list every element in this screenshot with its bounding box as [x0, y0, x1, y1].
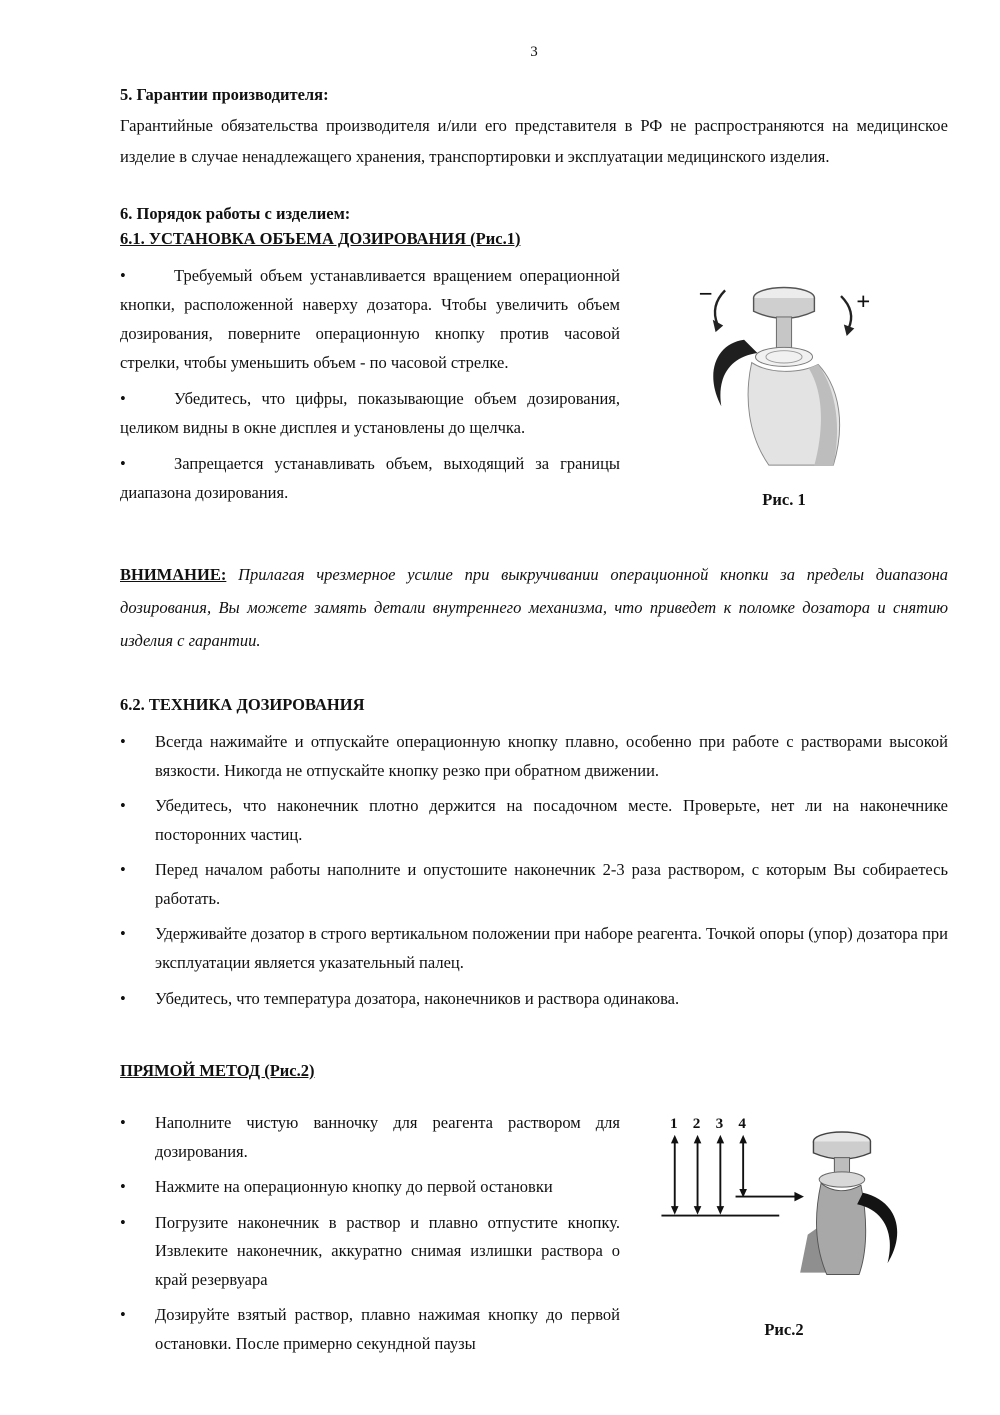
bullet-icon: •: [120, 1212, 126, 1232]
list-item: [120, 384, 620, 442]
list-item: [120, 1209, 620, 1295]
bullet-icon: •: [120, 924, 126, 944]
list-item: [120, 856, 948, 913]
bullet-icon: •: [120, 796, 126, 816]
direct-method-title: ПРЯМОЙ МЕТОД (Рис.2): [120, 1061, 315, 1081]
list-item-text: Требуемый объем устанавливается вращением операционной кнопки, расположенной наверху дозатора. Чтобы увеличить объем дозирования, поверните операционную кнопку против часовой стрелки, чтобы уменьшить объем - по часовой стрелке.: [120, 266, 620, 373]
plus-label: +: [856, 288, 871, 316]
list-item: [120, 1109, 620, 1166]
list-item-text: Всегда нажимайте и отпускайте операционную кнопку плавно, особенно при работе с растворами высокой вязкости. Никогда не отпускайте кнопку резко при обратном движении.: [155, 732, 948, 780]
list-item: [120, 985, 948, 1014]
list-item-text: Убедитесь, что температура дозатора, наконечников и раствора одинакова.: [155, 988, 680, 1008]
section61-title: 6.1. УСТАНОВКА ОБЪЕМА ДОЗИРОВАНИЯ (Рис.1): [120, 229, 521, 249]
list-item-text: Наполните чистую ванночку для реагента раствором для дозирования.: [155, 1113, 620, 1161]
list-item-text: Погрузите наконечник в раствор и плавно отпустите кнопку. Извлеките наконечник, аккуратно снимая излишки раствора о край резервуара: [155, 1212, 620, 1289]
minus-label: −: [698, 280, 713, 308]
list-item: [120, 449, 620, 507]
list-item-text: Удерживайте дозатор в строго вертикальном положении при наборе реагента. Точкой опоры (упор) дозатора при эксплуатации является указательный палец.: [155, 924, 948, 972]
attention-body: Прилагая чрезмерное усилие при выкручивании операционной кнопки за пределы диапазона дозирования, Вы можете замять детали внутреннего механизма, что приведет к поломке дозатора и снятию изделия с гарантии.: [120, 565, 949, 651]
list-item-text: Убедитесь, что цифры, показывающие объем дозирования, целиком видны в окне дисплея и установлены до щелчка.: [120, 389, 620, 438]
bullet-icon: •: [120, 988, 126, 1008]
list-item: [120, 728, 948, 785]
section61-row: [120, 261, 948, 514]
figure1-caption: Рис. 1: [762, 490, 806, 510]
list-item-text: Убедитесь, что наконечник плотно держится на посадочном месте. Проверьте, нет ли на наконечнике посторонних частиц.: [155, 796, 948, 844]
bullet-icon: •: [120, 454, 126, 474]
section61-bullets: [120, 261, 620, 514]
list-item: [120, 261, 620, 377]
bullet-icon: •: [120, 266, 126, 286]
list-item-text: Дозируйте взятый раствор, плавно нажимая кнопку до первой остановки. После примерно секундной паузы: [155, 1305, 620, 1353]
section62-bullets: [120, 728, 948, 1013]
figure2-caption: Рис.2: [764, 1320, 804, 1340]
step-number: 1: [670, 1115, 678, 1133]
pipette-knob-figure-icon: [689, 273, 879, 473]
figure2-column: [620, 1109, 948, 1340]
bullet-icon: •: [120, 1113, 126, 1133]
section5-title: 5. Гарантии производителя:: [120, 85, 329, 104]
list-item-text: Запрещается устанавливать объем, выходящий за границы диапазона дозирования.: [120, 454, 620, 503]
bullet-icon: •: [120, 732, 126, 752]
bullet-icon: •: [120, 860, 126, 880]
list-item: [120, 792, 948, 849]
direct-method-row: [120, 1109, 948, 1365]
list-item: [120, 1173, 620, 1202]
attention-label: ВНИМАНИЕ:: [120, 565, 227, 585]
section6-title: 6. Порядок работы с изделием:: [120, 204, 351, 224]
direct-method-bullets: [120, 1109, 620, 1365]
figure1-column: [620, 261, 948, 510]
section5-body: Гарантийные обязательства производителя и/или его представителя в РФ не распространяются на медицинское изделие в случае ненадлежащего хранения, транспортировки и эксплуатации медицинского изделия.: [120, 116, 948, 166]
list-item: [120, 1301, 620, 1358]
step-number: 4: [738, 1115, 746, 1133]
list-item-text: Перед началом работы наполните и опустошите наконечник 2-3 раза раствором, с которым Вы собираетесь работать.: [155, 860, 948, 908]
bullet-icon: •: [120, 389, 126, 409]
step-number: 3: [715, 1115, 724, 1133]
pipette-steps-figure-icon: [654, 1113, 914, 1303]
section62-title: 6.2. ТЕХНИКА ДОЗИРОВАНИЯ: [120, 695, 365, 715]
figure2-illustration: [654, 1113, 914, 1308]
figure1-illustration: [689, 273, 879, 478]
page-number: 3: [530, 44, 538, 60]
list-item-text: Нажмите на операционную кнопку до первой остановки: [155, 1177, 553, 1197]
bullet-icon: •: [120, 1305, 126, 1325]
attention-paragraph: [120, 558, 948, 657]
step-number: 2: [692, 1115, 701, 1133]
list-item: [120, 920, 948, 977]
bullet-icon: •: [120, 1177, 126, 1197]
